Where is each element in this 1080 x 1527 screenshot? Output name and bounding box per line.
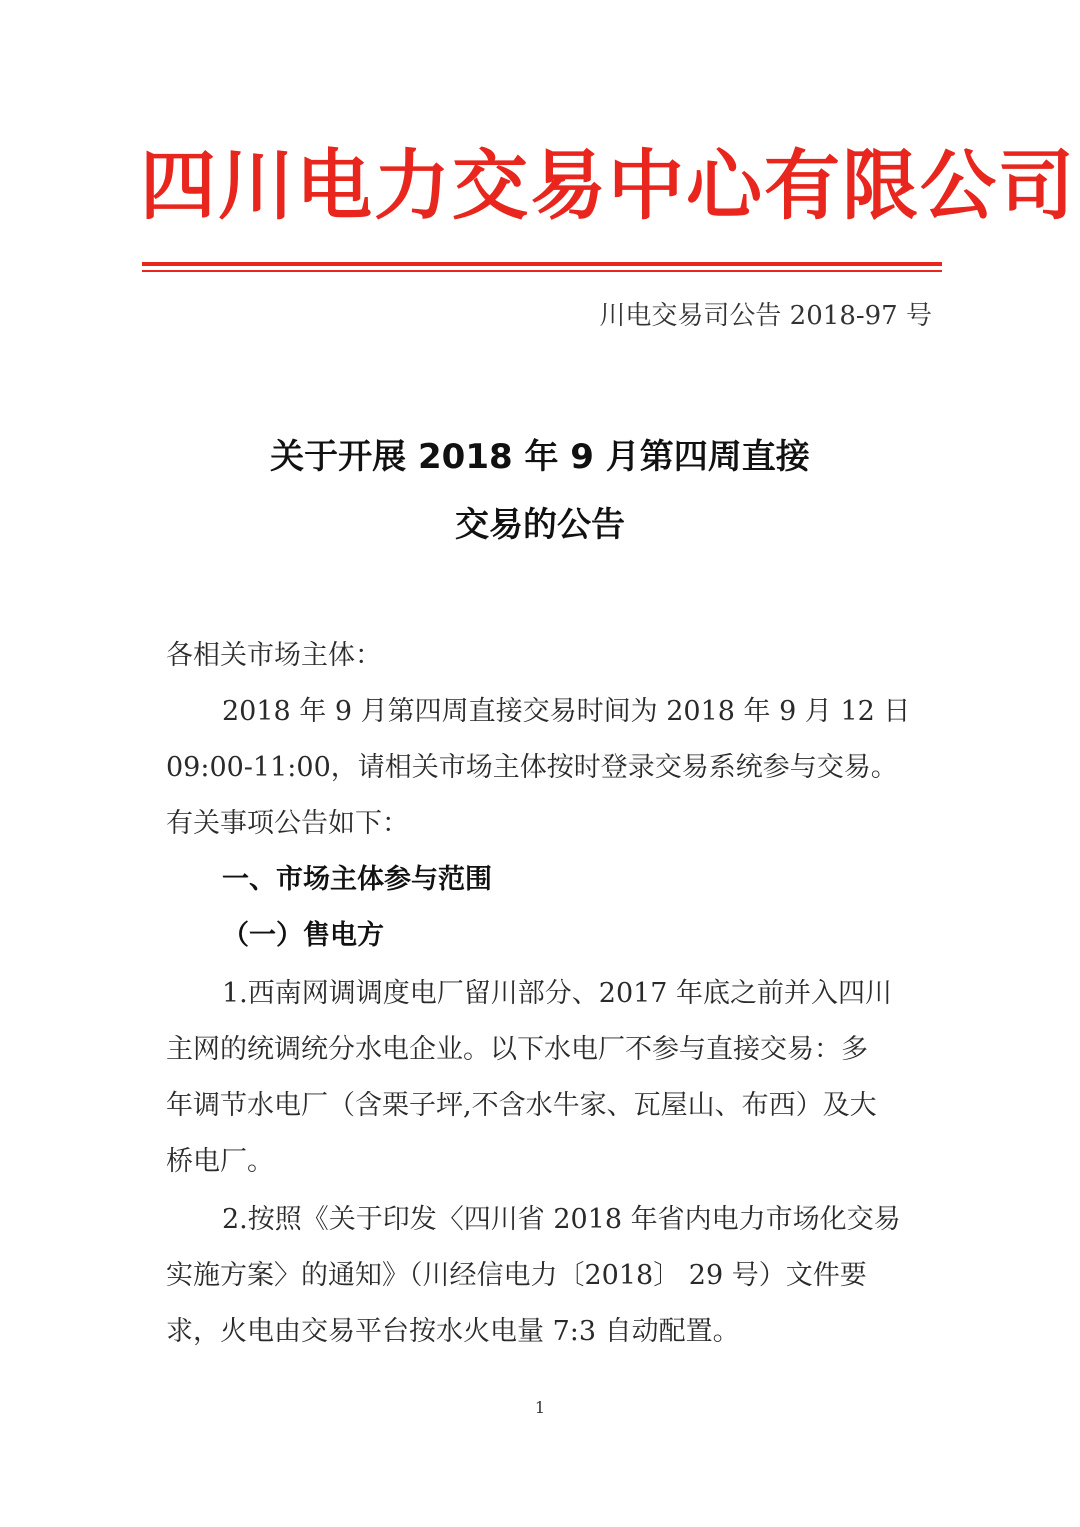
salutation: 各相关市场主体： (166, 640, 382, 671)
page-number: 1 (534, 1398, 546, 1417)
item2-line-1: 2.按照《关于印发〈四川省 2018 年省内电力市场化交易 (222, 1204, 901, 1235)
item1-line-2: 主网的统调统分水电企业。以下水电厂不参与直接交易：多 (166, 1034, 868, 1065)
document-title-line-1: 关于开展 2018 年 9 月第四周直接 (270, 437, 810, 477)
item1-line-4: 桥电厂。 (166, 1146, 274, 1177)
intro-line-2: 09:00-11:00，请相关市场主体按时登录交易系统参与交易。 (166, 752, 898, 783)
letterhead-org-name: 四川电力交易中心有限公司 (140, 141, 1076, 230)
subsection-heading: （一）售电方 (222, 920, 384, 951)
letterhead-rule-thick (142, 262, 942, 266)
doc-number: 川电交易司公告 2018-97 号 (599, 301, 932, 331)
item1-line-1: 1.西南网调调度电厂留川部分、2017 年底之前并入四川 (222, 978, 893, 1009)
item1-line-3: 年调节水电厂（含栗子坪,不含水牛家、瓦屋山、布西）及大 (166, 1090, 877, 1121)
letterhead-rule-thin (142, 270, 942, 272)
item2-line-3: 求，火电由交易平台按水火电量 7:3 自动配置。 (166, 1316, 740, 1347)
intro-line-3: 有关事项公告如下： (166, 808, 409, 839)
intro-line-1: 2018 年 9 月第四周直接交易时间为 2018 年 9 月 12 日 (222, 696, 911, 727)
section-heading: 一、市场主体参与范围 (222, 864, 492, 895)
document-title-line-2: 交易的公告 (455, 505, 625, 545)
item2-line-2: 实施方案〉的通知》（川经信电力〔2018〕 29 号）文件要 (166, 1260, 867, 1291)
